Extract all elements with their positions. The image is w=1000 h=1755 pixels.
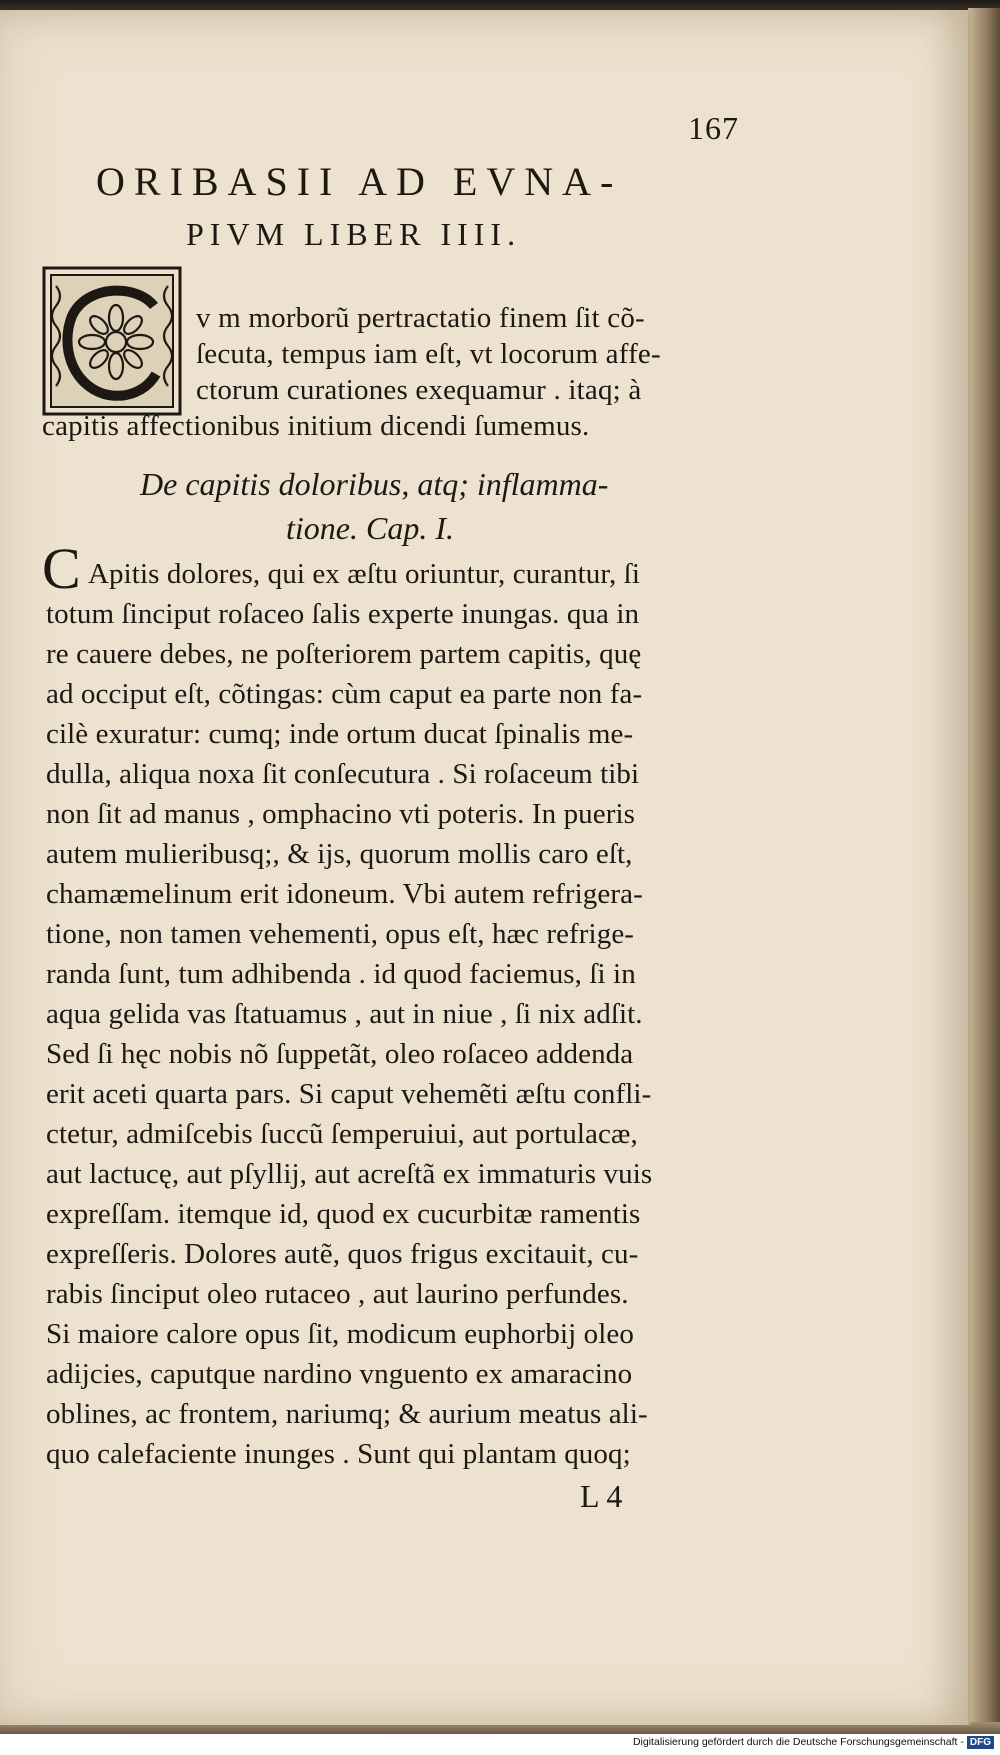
body-line-20: Si maiore calore opus ſit, modicum euphorbij oleo	[46, 1318, 635, 1350]
body-line-13: Sed ſi hęc nobis nõ ſuppetãt, oleo roſaceo addenda	[46, 1038, 634, 1070]
body-line-18: expreſſeris. Dolores autẽ, quos frigus excitauit, cu-	[46, 1238, 639, 1270]
body-line-19: rabis ſinciput oleo rutaceo , aut laurino perfundes.	[46, 1278, 629, 1310]
body-line-12: aqua gelida vas ſtatuamus , aut in niue , ſi nix adſit.	[46, 998, 643, 1030]
intro-line-3: ctorum curationes exequamur . itaq; à	[196, 374, 642, 406]
page-edge	[968, 8, 1000, 1728]
intro-line-4: capitis affectionibus initium dicendi ſumemus.	[42, 410, 590, 442]
intro-line-2: ſecuta, tempus iam eſt, vt locorum affe-	[196, 338, 661, 370]
body-line-10: tione, non tamen vehementi, opus eſt, hæc refrige-	[46, 918, 635, 950]
book-title-line-2: PIVM LIBER IIII.	[186, 216, 522, 252]
catchword-signature: L 4	[580, 1478, 623, 1514]
body-line-7: non ſit ad manus , omphacino vti poteris. In pueris	[46, 798, 636, 830]
drop-cap: C	[42, 536, 81, 601]
body-line-21: adijcies, caputque nardino vnguento ex amaracino	[46, 1358, 633, 1390]
intro-line-1: v m morborũ pertractatio finem ſit cõ-	[196, 302, 645, 334]
body-line-11: randa ſunt, tum adhibenda . id quod faciemus, ſi in	[46, 958, 636, 990]
page-number: 167	[688, 110, 739, 146]
body-line-14: erit aceti quarta pars. Si caput vehemẽti æſtu confli-	[46, 1078, 652, 1110]
body-line-2: totum ſinciput roſaceo ſalis experte inungas. qua in	[46, 598, 640, 630]
ornament-initial-icon	[42, 266, 182, 416]
dfg-logo: DFG	[967, 1736, 994, 1749]
body-line-16: aut lactucę, aut pſyllij, aut acreſtã ex immaturis vuis	[46, 1158, 653, 1190]
body-line-5: cilè exuratur: cumq; inde ortum ducat ſpinalis me-	[46, 718, 634, 750]
body-line-1: Apitis dolores, qui ex æſtu oriuntur, curantur, ſi	[88, 558, 640, 590]
body-line-3: re cauere debes, ne poſteriorem partem capitis, quę	[46, 638, 642, 670]
body-line-15: ctetur, admiſcebis ſuccũ ſemperuiui, aut portulacæ,	[46, 1118, 638, 1150]
chapter-heading-line-2: tione. Cap. I.	[286, 510, 454, 546]
body-line-8: autem mulieribusq;, & ijs, quorum mollis caro eſt,	[46, 838, 633, 870]
footer-bar	[0, 1734, 1000, 1755]
book-page	[0, 10, 970, 1725]
body-line-22: oblines, ac frontem, nariumq; & aurium meatus ali-	[46, 1398, 648, 1430]
body-line-23: quo calefaciente inunges . Sunt qui plantam quoq;	[46, 1438, 631, 1470]
body-line-6: dulla, aliqua noxa ſit conſecutura . Si roſaceum tibi	[46, 758, 640, 790]
book-title-line-1: ORIBASII AD EVNA-	[96, 159, 623, 204]
footer-credit	[633, 1736, 994, 1749]
body-line-4: ad occiput eſt, cõtingas: cùm caput ea parte non fa-	[46, 678, 643, 710]
footer-credit-text: Digitalisierung gefördert durch die Deutsche Forschungsgemeinschaft -	[632, 1736, 964, 1748]
body-line-9: chamæmelinum erit idoneum. Vbi autem refrigera-	[46, 878, 643, 910]
chapter-heading-line-1: De capitis doloribus, atq; inflamma-	[140, 466, 609, 502]
body-line-17: expreſſam. itemque id, quod ex cucurbitæ ramentis	[46, 1198, 641, 1230]
decorated-initial	[42, 266, 182, 416]
